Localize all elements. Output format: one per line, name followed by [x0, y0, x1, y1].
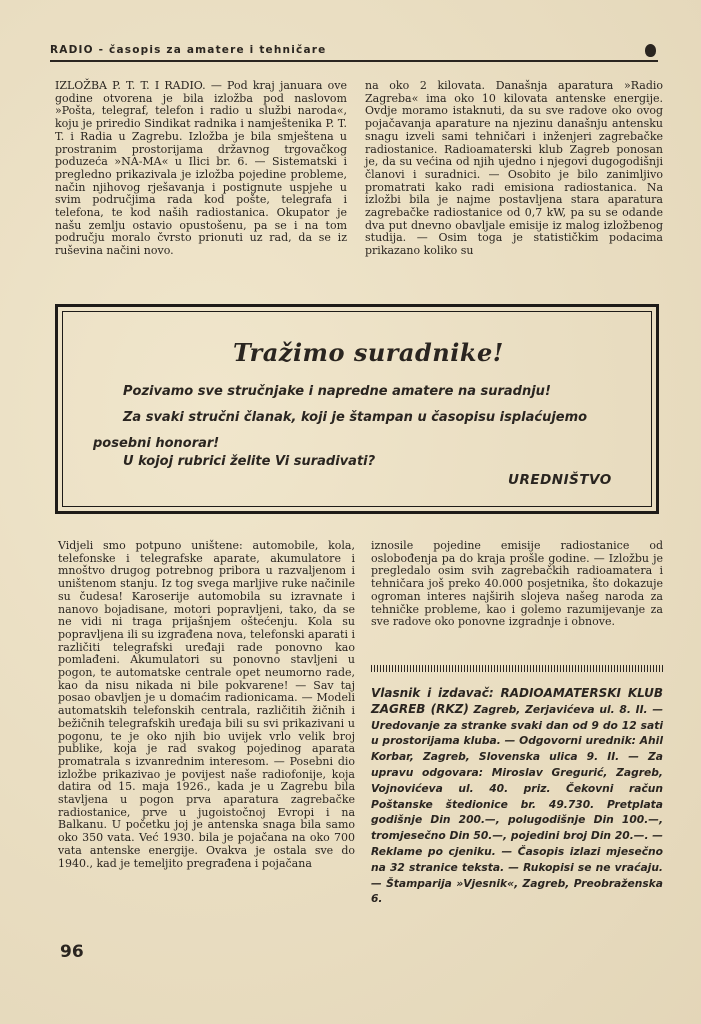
announcement-line: Za svaki stručni članak, koji je štampan u časopisu isplaćujemo — [123, 410, 588, 425]
publisher-lead: Vlasnik i izdavač: RADIOAMATERSKI KLUB ZAGREB (RKZ) — [371, 686, 663, 716]
announcement-line: Pozivamo sve stručnjake i napredne amatere na suradnju! — [123, 384, 551, 399]
article-text: IZLOŽBA P. T. T. I RADIO. — Pod kraj januara ove godine otvorena je bila izložba pod naslovom »Pošta, telegraf, telefon i radio u službi naroda«, koju je priredio Sindikat radnika i namještenika P. T. T. i Radia u Zagrebu. Izložba je bila smještena u prostranim prostorijama državnog trgovačkog poduzeća »NA-MA« u Ilici br. 6. — Sistematski i pregledno prikazivala je izložba pojedine probleme, način njihovog rješavanja i postignute uspjehe u svim područjima rada kod pošte, telegrafa i telefona, te kod naših radiostanica. Okupator je našu zemlju ostavio opustošenu, pa se i na tom području moralo čvrsto prionuti uz rad, da se iz ruševina načini novo. — [55, 79, 347, 258]
announcement-line: posebni honorar! — [93, 436, 220, 451]
announcement-title: Tražimo suradnike! — [233, 338, 504, 367]
page-number: 96 — [60, 942, 84, 962]
article-text: na oko 2 kilovata. Današnja aparatura »Radio Zagreba« ima oko 10 kilovata antenske energije. Ovdje moramo istaknuti, da su sve radove oko ovog pojačavanja aparature na njezinu današnju antensku snagu izveli sami tehničari i inženjeri zagrebačke radiostanice. Radioamaterski klub Zagreb ponosan je, da su većina od njih ujedno i njegovi dugogodišnji članovi i suradnici. — Osobito je bilo zanimljivo promatrati kako radi emisiona radiostanica. Na izložbi bila je najme postavljena stara aparatura zagrebačke radiostanice od 0,7 kW, pa su se odande dva put dnevno obavljale emisije iz malog izložbenog studija. — Osim toga je statističkim podacima prikazano koliko su — [365, 79, 663, 258]
publisher-imprint — [371, 686, 663, 907]
section-divider — [371, 665, 663, 672]
running-header — [50, 44, 658, 62]
article-column-1 — [55, 80, 347, 258]
announcement-line: U kojoj rubrici želite Vi suradivati? — [123, 454, 376, 469]
header-ornament — [645, 44, 656, 57]
announcement-box — [55, 304, 659, 514]
article-column-3 — [58, 540, 355, 870]
header-title: RADIO - časopis za amatere i tehničare — [50, 44, 327, 56]
article-column-2 — [365, 80, 663, 258]
article-column-4 — [371, 540, 663, 629]
announcement-inner-frame — [62, 311, 652, 507]
publisher-details: Zagreb, Zerjavićeva ul. 8. II. — Uredovanje za stranke svaki dan od 9 do 12 sati u prostorijama kluba. — Odgovorni urednik: Ahil Korbar, Zagreb, Slovenska ulica 9. II. — Za upravu odgovara: Miroslav Gregurić, Zagreb, Vojnovićeva ul. 40. priz. Čekovni račun Poštanske štedionice br. 49.730. Pretplata godišnje Din 200.—, polugodišnje Din 100.—, tromjesečno Din 50.—, pojedini broj Din 20.—. — Reklame po cjeniku. — Časopis izlazi mjesečno na 32 stranice teksta. — Rukopisi se ne vraćaju. — Štamparija »Vjesnik«, Zagreb, Preobraženska 6. — [371, 702, 664, 906]
announcement-signature: UREDNIŠTVO — [508, 472, 612, 488]
article-text: iznosile pojedine emisije radiostanice od oslobođenja pa do kraja prošle godine. — Izložbu je pregledalo osim svih zagrebačkih radioamatera i tehničara još preko 40.000 posjetnika, što dokazuje ogroman interes najširih slojeva našeg naroda za tehničke probleme, kao i golemo razumijevanje za sve radove oko ponovne izgradnje i obnove. — [371, 539, 663, 629]
article-text: Vidjeli smo potpuno uništene: automobile, kola, telefonske i telegrafske aparate, akumulatore i mnoštvo drugog potrebnog pribora u razvaljenom i uništenom stanju. Iz tog svega marljive ruke načinile su čudesa! Karoserije automobila su izravnate i nanovo bojadisane, motori popravljeni, tako, da se ne vidi ni traga prijašnjem oštećenju. Kola su popravljena ili su izgrađena nova, telefonski aparati i različiti telegrafski uređaji rade ponovno kao pomlađeni. Akumulatori su ponovno stavljeni u pogon, te automatske centrale opet neumorno rade, kao da nisu nikada ni bile pokvarene! — Sav taj posao obavljen je u domaćim radionicama. — Modeli automatskih telefonskih centrala, različitih žičnih i bežičnih telegrafskih uređaja bili su svi prikazivani u pogonu, te je oko njih bio uvijek vrlo velik broj publike, koja je rad svakog pojedinog aparata promatrala s izvanrednim interesom. — Posebni dio izložbe prikazivao je povijest naše radiofonije, koja datira od 15. maja 1926., kada je u Zagrebu bila stavljena u pogon prva aparatura zagrebačke radiostanice, prve u jugoistočnoj Evropi i na Balkanu. U početku joj je antenska snaga bila samo oko 350 vata. Već 1930. bila je pojačana na oko 700 vata antenske energije. Ovakva je ostala sve do 1940., kad je temeljito pregrađena i pojačana — [58, 539, 355, 870]
